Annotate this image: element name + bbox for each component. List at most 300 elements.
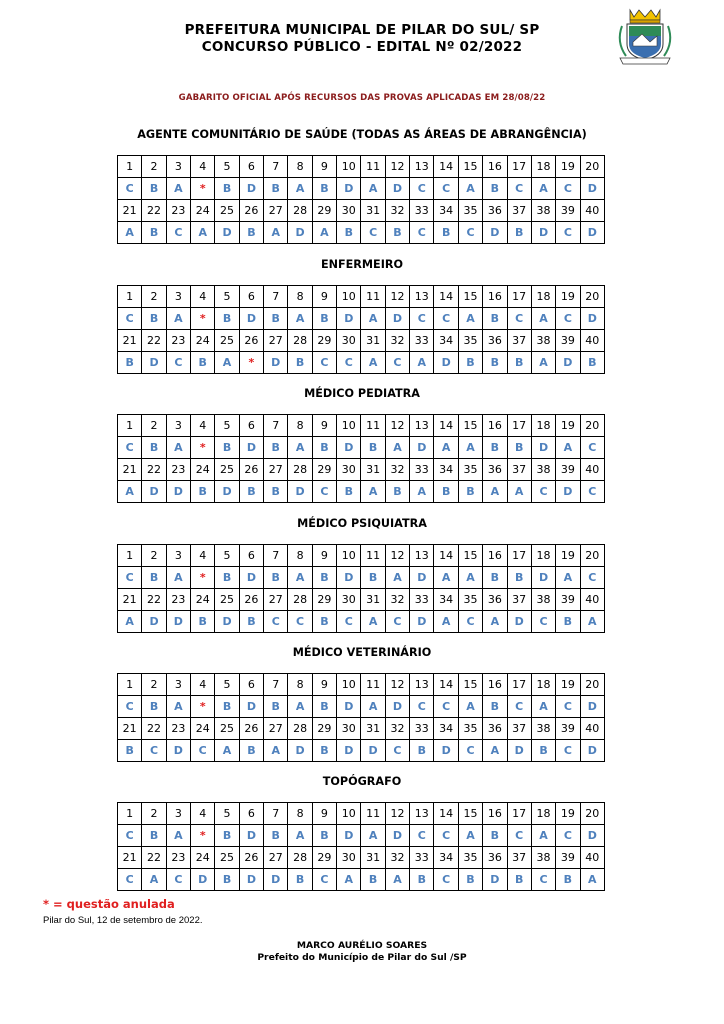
question-number-cell: 4 [191,156,215,178]
question-number-cell: 12 [385,156,409,178]
question-number-cell: 8 [288,803,312,825]
question-number-cell: 13 [410,156,434,178]
question-number-cell: 35 [458,589,482,611]
question-number-cell: 27 [264,718,288,740]
answer-cell: * [191,567,215,589]
answer-cell: B [312,567,336,589]
answer-cell: A [288,567,312,589]
question-number-cell: 39 [556,718,580,740]
question-number-cell: 11 [361,803,385,825]
answer-cell: A [385,869,409,891]
question-number-cell: 37 [507,200,531,222]
question-number-cell: 32 [385,200,409,222]
answer-cell: A [288,308,312,330]
question-number-cell: 28 [288,847,312,869]
answer-key-section [0,128,724,239]
answer-cell: B [458,481,482,503]
answer-cell: B [337,481,361,503]
answer-cell: B [264,178,288,200]
answer-cell: D [215,611,239,633]
question-number-cell: 1 [118,545,142,567]
question-number-cell: 16 [483,545,507,567]
question-number-cell: 23 [166,459,190,481]
answer-cell: B [312,740,336,762]
answer-cell: C [580,567,604,589]
answer-cell: C [434,869,458,891]
answer-cell: B [531,740,555,762]
question-number-cell: 20 [580,674,604,696]
answer-cell: D [580,222,604,244]
answer-cell: C [556,178,580,200]
answer-cell: B [264,567,288,589]
question-number-cell: 26 [239,589,263,611]
answer-cell: A [361,696,385,718]
answer-cell: A [191,222,215,244]
section-title: MÉDICO PEDIATRA [304,387,420,400]
question-number-cell: 33 [410,718,434,740]
answer-cell: B [458,352,482,374]
question-number-cell: 17 [507,674,531,696]
question-number-cell: 21 [118,847,142,869]
question-number-cell: 14 [434,545,458,567]
question-number-cell: 36 [483,847,507,869]
question-number-cell: 29 [312,589,336,611]
answer-cell: A [166,178,190,200]
question-number-cell: 19 [556,156,580,178]
question-number-cell: 27 [264,459,288,481]
answer-cell: D [337,437,361,459]
answer-cell: B [142,437,166,459]
answer-key-section [0,258,724,369]
answer-cell: A [531,696,555,718]
answer-cell: C [288,611,312,633]
answer-cell: B [483,178,507,200]
answer-cell: A [483,481,507,503]
question-number-cell: 7 [264,156,288,178]
question-number-cell: 23 [166,718,190,740]
answer-cell: D [191,869,215,891]
question-number-cell: 25 [215,200,239,222]
answer-cell: C [531,481,555,503]
question-number-cell: 35 [458,847,482,869]
question-number-cell: 29 [312,459,336,481]
answer-cell: A [580,611,604,633]
answer-cell: D [166,481,190,503]
question-number-row [118,718,605,740]
answer-cell: D [410,611,434,633]
answer-cell: B [507,222,531,244]
question-number-cell: 32 [385,718,409,740]
signer-role: Prefeito do Município de Pilar do Sul /SP [257,952,467,963]
question-number-cell: 5 [215,286,239,308]
question-number-cell: 28 [288,459,312,481]
question-number-cell: 9 [312,286,336,308]
question-number-cell: 5 [215,674,239,696]
answer-cell: A [288,825,312,847]
question-number-cell: 2 [142,545,166,567]
answer-cell: B [410,740,434,762]
answer-cell: D [531,567,555,589]
annulled-legend: * = questão anulada [43,897,175,911]
answer-cell: C [118,308,142,330]
answer-cell: C [531,611,555,633]
answer-cell: A [434,611,458,633]
answer-table [117,802,605,891]
question-number-cell: 5 [215,415,239,437]
question-number-cell: 18 [531,674,555,696]
question-number-cell: 30 [337,718,361,740]
answer-cell: B [507,352,531,374]
question-number-cell: 21 [118,459,142,481]
question-number-cell: 14 [434,286,458,308]
answer-cell: D [385,696,409,718]
answer-cell: C [410,308,434,330]
answer-cell: C [410,825,434,847]
answer-table [117,673,605,762]
question-number-row [118,330,605,352]
answer-cell: B [312,437,336,459]
answer-cell: C [434,696,458,718]
answer-cell: B [483,437,507,459]
answer-cell: B [239,611,263,633]
answer-cell: C [507,178,531,200]
answer-cell: B [361,437,385,459]
answer-cell: B [118,740,142,762]
answer-cell: D [239,308,263,330]
answer-cell: C [556,696,580,718]
question-number-cell: 6 [239,156,263,178]
question-number-cell: 8 [288,156,312,178]
question-number-cell: 22 [142,718,166,740]
answer-row [118,308,605,330]
answer-cell: D [410,567,434,589]
answer-cell: A [312,222,336,244]
question-number-cell: 30 [337,589,361,611]
header-line-2: CONCURSO PÚBLICO - EDITAL Nº 02/2022 [201,39,523,55]
section-title: MÉDICO PSIQUIATRA [297,517,427,530]
answer-cell: D [385,178,409,200]
answer-cell: C [337,611,361,633]
answer-cell: B [239,481,263,503]
question-number-cell: 8 [288,545,312,567]
question-number-cell: 9 [312,674,336,696]
answer-cell: D [556,481,580,503]
question-number-cell: 25 [215,330,239,352]
question-number-cell: 30 [337,200,361,222]
question-number-cell: 1 [118,803,142,825]
answer-cell: D [385,825,409,847]
question-number-cell: 12 [385,803,409,825]
answer-cell: D [142,352,166,374]
question-number-cell: 2 [142,674,166,696]
question-number-cell: 33 [410,459,434,481]
answer-row [118,481,605,503]
question-number-cell: 40 [580,847,604,869]
answer-cell: * [191,178,215,200]
question-number-cell: 15 [458,156,482,178]
question-number-cell: 37 [507,459,531,481]
question-number-cell: 6 [239,803,263,825]
question-number-row [118,200,605,222]
answer-cell: B [191,352,215,374]
question-number-cell: 3 [166,674,190,696]
question-number-cell: 7 [264,803,288,825]
question-number-cell: 7 [264,545,288,567]
answer-cell: C [385,352,409,374]
question-number-cell: 38 [531,718,555,740]
question-number-cell: 34 [434,847,458,869]
question-number-cell: 33 [410,847,434,869]
answer-cell: B [215,567,239,589]
question-number-cell: 1 [118,156,142,178]
question-number-cell: 16 [483,415,507,437]
answer-cell: D [483,222,507,244]
question-number-cell: 5 [215,156,239,178]
answer-cell: A [166,437,190,459]
answer-cell: C [191,740,215,762]
question-number-cell: 24 [191,330,215,352]
question-number-cell: 10 [337,286,361,308]
question-number-cell: 12 [385,545,409,567]
answer-cell: B [264,308,288,330]
question-number-cell: 40 [580,459,604,481]
answer-cell: A [215,352,239,374]
question-number-cell: 19 [556,286,580,308]
answer-cell: D [239,178,263,200]
question-number-cell: 24 [191,718,215,740]
answer-cell: D [434,352,458,374]
question-number-cell: 1 [118,286,142,308]
question-number-cell: 4 [191,803,215,825]
answer-cell: D [166,611,190,633]
answer-cell: B [483,352,507,374]
answer-cell: A [118,611,142,633]
question-number-cell: 2 [142,156,166,178]
question-number-cell: 2 [142,803,166,825]
section-title: ENFERMEIRO [321,258,403,271]
answer-cell: D [361,740,385,762]
question-number-cell: 11 [361,156,385,178]
gabarito-subtitle: GABARITO OFICIAL APÓS RECURSOS DAS PROVAS APLICADAS EM 28/08/22 [178,93,546,103]
answer-cell: C [507,825,531,847]
answer-table [117,544,605,633]
question-number-cell: 9 [312,803,336,825]
question-number-cell: 18 [531,545,555,567]
answer-cell: A [556,437,580,459]
question-number-cell: 24 [191,200,215,222]
answer-cell: A [483,740,507,762]
answer-cell: B [556,869,580,891]
answer-cell: A [288,437,312,459]
answer-cell: C [556,740,580,762]
answer-cell: A [531,308,555,330]
answer-table [117,285,605,374]
answer-cell: B [483,696,507,718]
answer-cell: C [312,481,336,503]
answer-cell: C [312,869,336,891]
answer-cell: B [264,481,288,503]
answer-cell: D [239,869,263,891]
question-number-cell: 38 [531,847,555,869]
signature-block [0,940,724,964]
answer-cell: D [337,696,361,718]
question-number-cell: 18 [531,415,555,437]
answer-cell: A [483,611,507,633]
answer-cell: C [312,352,336,374]
question-number-cell: 18 [531,156,555,178]
answer-cell: A [118,481,142,503]
answer-cell: A [458,696,482,718]
answer-cell: D [215,222,239,244]
question-number-row [118,459,605,481]
answer-cell: A [361,611,385,633]
answer-cell: A [531,352,555,374]
answer-cell: C [385,611,409,633]
question-number-cell: 3 [166,803,190,825]
question-number-cell: 23 [166,200,190,222]
answer-cell: B [264,437,288,459]
answer-cell: D [385,308,409,330]
question-number-cell: 37 [507,847,531,869]
answer-cell: A [385,437,409,459]
answer-cell: A [166,308,190,330]
place-date: Pilar do Sul, 12 de setembro de 2022. [43,915,203,926]
question-number-cell: 17 [507,286,531,308]
question-number-cell: 20 [580,156,604,178]
question-number-cell: 36 [483,330,507,352]
question-number-cell: 16 [483,803,507,825]
question-number-cell: 33 [410,330,434,352]
question-number-cell: 20 [580,286,604,308]
answer-cell: A [288,696,312,718]
answer-cell: B [410,869,434,891]
answer-cell: C [118,825,142,847]
answer-cell: D [580,308,604,330]
answer-cell: B [264,696,288,718]
answer-row [118,437,605,459]
question-number-cell: 13 [410,674,434,696]
answer-cell: A [288,178,312,200]
answer-cell: A [458,178,482,200]
question-number-cell: 40 [580,589,604,611]
answer-cell: C [531,869,555,891]
question-number-cell: 18 [531,803,555,825]
question-number-cell: 13 [410,415,434,437]
question-number-cell: 21 [118,330,142,352]
question-number-cell: 12 [385,286,409,308]
question-number-cell: 27 [264,330,288,352]
question-number-cell: 6 [239,415,263,437]
answer-cell: C [118,437,142,459]
question-number-cell: 3 [166,415,190,437]
question-number-cell: 39 [556,459,580,481]
question-number-cell: 6 [239,286,263,308]
answer-row [118,611,605,633]
answer-cell: D [337,308,361,330]
answer-cell: D [483,869,507,891]
question-number-cell: 17 [507,156,531,178]
answer-cell: D [337,178,361,200]
answer-cell: B [264,825,288,847]
question-number-cell: 31 [361,459,385,481]
answer-cell: A [556,567,580,589]
answer-cell: A [458,308,482,330]
question-number-cell: 36 [483,718,507,740]
answer-cell: A [458,825,482,847]
question-number-cell: 23 [166,847,190,869]
question-number-cell: 20 [580,803,604,825]
question-number-row [118,286,605,308]
question-number-cell: 12 [385,674,409,696]
question-number-cell: 40 [580,718,604,740]
answer-cell: B [215,437,239,459]
answer-cell: D [337,740,361,762]
answer-cell: B [312,178,336,200]
answer-cell: B [458,869,482,891]
answer-cell: C [556,222,580,244]
answer-cell: B [483,825,507,847]
answer-cell: B [215,696,239,718]
answer-cell: A [361,825,385,847]
answer-cell: C [385,740,409,762]
question-number-cell: 29 [312,847,336,869]
question-number-cell: 3 [166,545,190,567]
question-number-cell: 29 [312,330,336,352]
question-number-cell: 2 [142,415,166,437]
answer-cell: C [166,352,190,374]
question-number-cell: 15 [458,674,482,696]
question-number-cell: 10 [337,803,361,825]
question-number-cell: 24 [191,847,215,869]
answer-cell: B [239,222,263,244]
question-number-cell: 10 [337,674,361,696]
answer-key-section [0,387,724,498]
answer-cell: D [288,222,312,244]
answer-cell: * [191,437,215,459]
answer-key-section [0,646,724,757]
answer-cell: B [288,869,312,891]
answer-cell: C [580,437,604,459]
answer-row [118,696,605,718]
answer-cell: C [337,352,361,374]
question-number-cell: 33 [410,200,434,222]
answer-cell: A [385,567,409,589]
question-number-cell: 8 [288,415,312,437]
answer-row [118,567,605,589]
question-number-cell: 16 [483,674,507,696]
answer-cell: A [264,740,288,762]
question-number-cell: 36 [483,589,507,611]
answer-cell: C [166,869,190,891]
answer-cell: B [312,696,336,718]
answer-cell: C [507,696,531,718]
question-number-cell: 16 [483,286,507,308]
question-number-cell: 32 [385,330,409,352]
answer-cell: B [142,825,166,847]
question-number-cell: 27 [264,589,288,611]
question-number-cell: 21 [118,589,142,611]
answer-cell: D [531,437,555,459]
answer-cell: C [580,481,604,503]
answer-cell: D [507,611,531,633]
question-number-cell: 30 [337,330,361,352]
question-number-cell: 20 [580,545,604,567]
answer-cell: B [361,567,385,589]
answer-cell: C [458,222,482,244]
question-number-cell: 1 [118,674,142,696]
answer-cell: D [288,481,312,503]
question-number-cell: 39 [556,589,580,611]
